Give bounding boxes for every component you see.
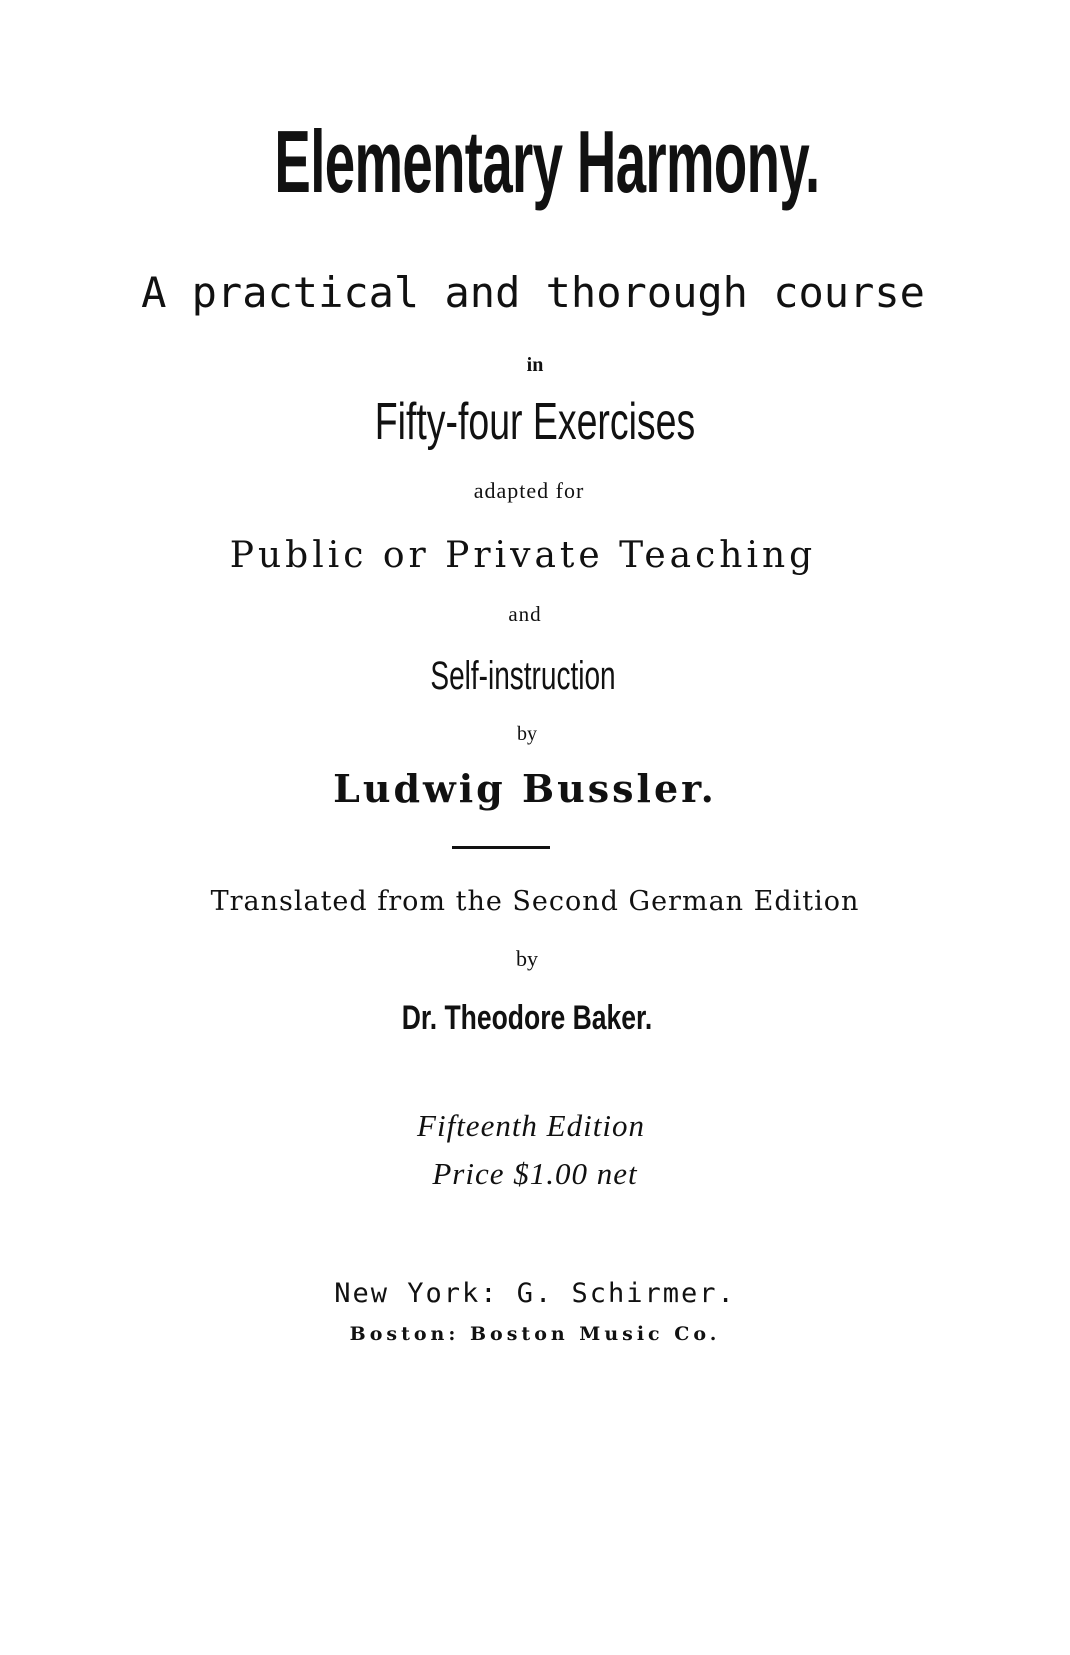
- divider-rule: [452, 846, 550, 849]
- exercises-heading: Fifty-four Exercises: [374, 393, 696, 451]
- adapted-for-text: adapted for: [473, 478, 585, 503]
- self-instruction-heading: Self-instruction: [430, 654, 616, 698]
- publisher-imprint: New York: G. Schirmer.: [334, 1278, 736, 1309]
- co-publisher-imprint: Boston: Boston Music Co.: [349, 1323, 721, 1345]
- teaching-heading: Public or Private Teaching: [229, 535, 817, 576]
- price-text: Price $1.00 net: [432, 1156, 638, 1191]
- edition-text: Fifteenth Edition: [417, 1108, 645, 1143]
- connector-in: in: [526, 354, 544, 376]
- connector-by-translator: by: [516, 946, 538, 971]
- translation-note: Translated from the Second German Edition: [210, 886, 860, 917]
- connector-by-author: by: [517, 723, 537, 745]
- author-name: Ludwig Bussler.: [333, 766, 717, 811]
- book-subtitle: A practical and thorough course: [141, 268, 925, 317]
- book-title: Elementary Harmony.: [274, 112, 820, 211]
- connector-and: and: [508, 602, 542, 626]
- translator-name: Dr. Theodore Baker.: [401, 999, 653, 1037]
